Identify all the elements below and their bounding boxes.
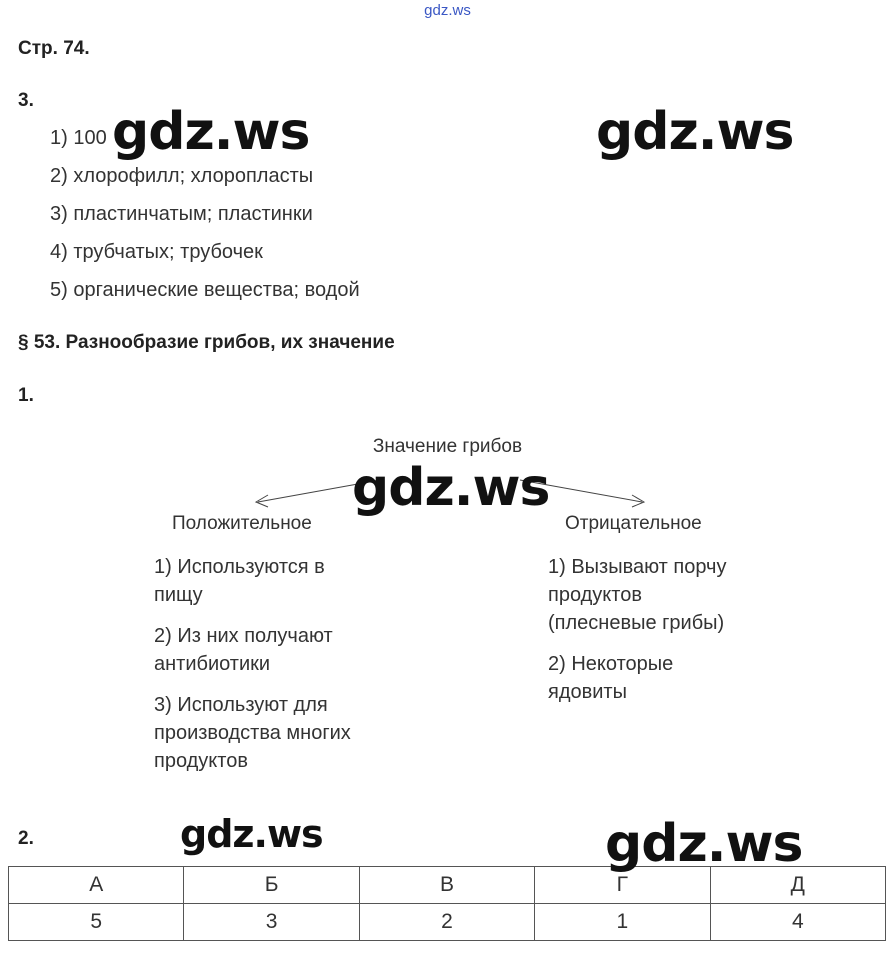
answer-item: 3) пластинчатым; пластинки bbox=[50, 203, 313, 225]
question-3-number: 3. bbox=[18, 90, 34, 111]
question-2-number: 2. bbox=[18, 828, 34, 849]
watermark: gdz.ws bbox=[352, 458, 550, 518]
table-header-cell: В bbox=[359, 867, 534, 904]
negative-item: 2) Некоторые ядовиты bbox=[548, 653, 674, 703]
watermark: gdz.ws bbox=[112, 102, 310, 162]
negative-title: Отрицательное bbox=[565, 513, 702, 534]
answer-item: 4) трубчатых; трубочек bbox=[50, 241, 263, 263]
table-cell: 3 bbox=[184, 904, 359, 941]
table-header-cell: А bbox=[9, 867, 184, 904]
table-cell: 4 bbox=[710, 904, 885, 941]
site-label[interactable]: gdz.ws bbox=[424, 2, 471, 19]
answer-item: 1) 100 bbox=[50, 127, 107, 149]
table-header-cell: Д bbox=[710, 867, 885, 904]
positive-title: Положительное bbox=[172, 513, 312, 534]
section-title: § 53. Разнообразие грибов, их значение bbox=[18, 332, 395, 353]
table-cell: 2 bbox=[359, 904, 534, 941]
positive-item: 1) Используются в пищу bbox=[154, 556, 325, 606]
table-header-cell: Г bbox=[535, 867, 710, 904]
positive-item: 2) Из них получают антибиотики bbox=[154, 625, 333, 675]
watermark: gdz.ws bbox=[596, 102, 794, 162]
table-cell: 1 bbox=[535, 904, 710, 941]
answer-item: 2) хлорофилл; хлоропласты bbox=[50, 165, 314, 187]
diagram-root: Значение грибов bbox=[372, 436, 523, 457]
table-row bbox=[9, 904, 886, 941]
watermark: gdz.ws bbox=[605, 814, 803, 874]
table-header-cell: Б bbox=[184, 867, 359, 904]
table-cell: 5 bbox=[9, 904, 184, 941]
negative-item: 1) Вызывают порчу продуктов (плесневые грибы) bbox=[548, 556, 727, 634]
positive-item: 3) Используют для производства многих продуктов bbox=[154, 694, 351, 772]
answer-table bbox=[8, 866, 886, 941]
question-1-number: 1. bbox=[18, 385, 34, 406]
page-reference: Стр. 74. bbox=[18, 38, 90, 59]
watermark: gdz.ws bbox=[180, 812, 323, 856]
answer-item: 5) органические вещества; водой bbox=[50, 279, 360, 301]
